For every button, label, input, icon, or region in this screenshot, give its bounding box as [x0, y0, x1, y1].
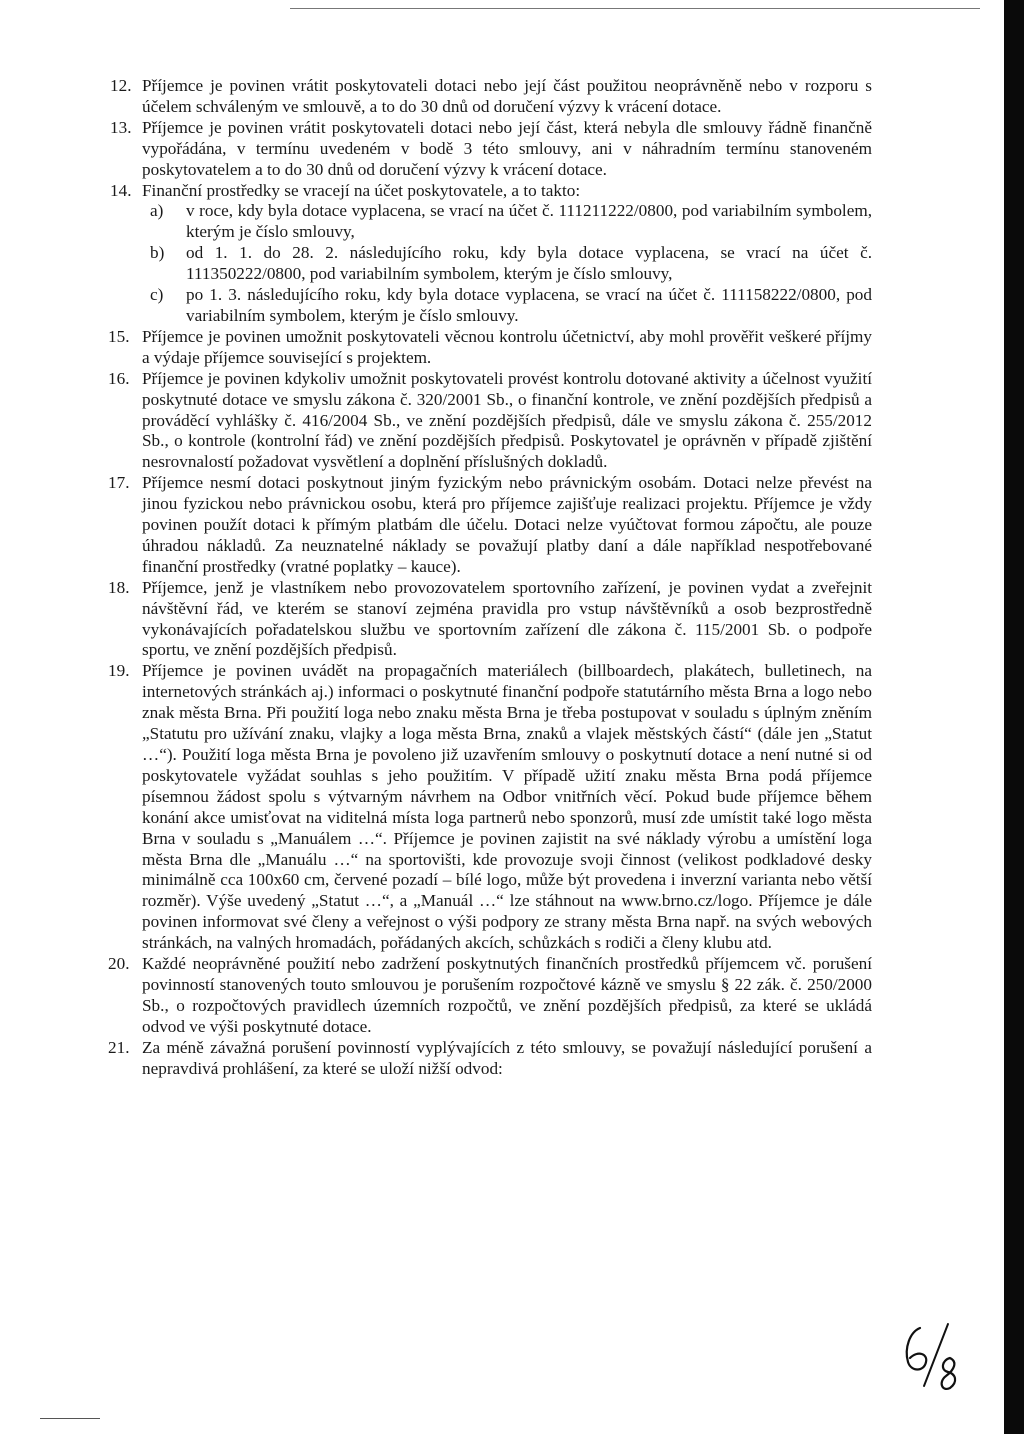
- top-scan-rule: [290, 8, 980, 9]
- subitem-text: po 1. 3. následujícího roku, kdy byla dotace vyplacena, se vrací na účet č. 111158222/0800, pod variabilním symbolem, kterým je číslo smlouvy.: [186, 285, 872, 325]
- clause-text: Příjemce je povinen vrátit poskytovateli dotaci nebo její část použitou neoprávněně nebo v rozporu s účelem schváleným ve smlouvě, a to do 30 dnů od doručení výzvy k vrácení dotace.: [142, 76, 872, 116]
- subitem-c: [0, 285, 1000, 327]
- clause-16: [0, 369, 1000, 474]
- clause-number: 19.: [108, 661, 130, 681]
- clause-number: 17.: [108, 473, 130, 493]
- clause-12: [0, 76, 1000, 118]
- clause-14: [0, 181, 1000, 202]
- subitem-letter: c): [150, 285, 164, 305]
- clause-13: [0, 118, 1000, 181]
- clause-18: [0, 578, 1000, 662]
- subitem-letter: a): [150, 201, 164, 221]
- clause-15: [0, 327, 1000, 369]
- clause-number: 12.: [110, 76, 132, 95]
- clause-20: [0, 954, 1000, 1038]
- clause-text: Příjemce je povinen kdykoliv umožnit poskytovateli provést kontrolu dotované aktivity a účelnost využití poskytnuté dotace ve smyslu zákona č. 320/2001 Sb., o finanční kontrole, ve znění pozdějších předpisů a prováděcí vyhlášky č. 416/2004 Sb., ve znění pozdějších předpisů, dále ve smyslu zákona č. 255/2012 Sb., o kontrole (kontrolní řád) ve znění pozdějších předpisů. Poskytovatel je oprávněn v případě zjištění nesrovnalostí požadovat vysvětlení a doplnění příslušných dokladů.: [142, 368, 872, 472]
- clause-number: 18.: [108, 577, 130, 597]
- subitem-a: [0, 201, 1000, 243]
- scan-edge-bar: [1004, 0, 1024, 1434]
- clause-text: Finanční prostředky se vracejí na účet poskytovatele, a to takto:: [142, 180, 581, 200]
- clause-text: Každé neoprávněné použití nebo zadržení poskytnutých finančních prostředků příjemcem vč. porušení povinností stanovených touto smlouvou je porušením rozpočtové kázně ve smyslu § 22 zák. č. 250/2000 Sb., o rozpočtových pravidlech územních rozpočtů, ve znění pozdějších předpisů, za které se ukládá odvod ve výši poskytnuté dotace.: [142, 954, 872, 1036]
- clause-number: 21.: [108, 1037, 130, 1057]
- clause-text: Příjemce nesmí dotaci poskytnout jiným fyzickým nebo právnickým osobám. Dotaci nelze převést na jinou fyzickou nebo právnickou osobu, která pro příjemce zajišťuje realizaci projektu. Příjemce je vždy povinen použít dotaci k přímým platbám dle účelu. Dotaci nelze vyúčtovat formou zápočtu, ale pouze úhradou nákladů. Za neuznatelné náklady se považují platby daní a dále například nespotřebované finanční prostředky (vratné poplatky – kauce).: [142, 473, 872, 576]
- clause-text: Příjemce je povinen uvádět na propagačních materiálech (billboardech, plakátech, bulletinech, na internetových stránkách aj.) informaci o poskytnuté finanční podpoře statutárního města Brna a logo nebo znak města Brna. Při použití loga nebo znaku města Brna je třeba postupovat v souladu s úplným zněním „Statutu pro užívání znaku, vlajky a loga města Brna, znaků a vlajek městských částí“ (dále jen „Statut …“). Použití loga města Brna je povoleno již uzavřením smlouvy o poskytnutí dotace a není nutné si od poskytovatele vyžádat souhlas s jeho použitím. V případě užití znaku města Brna podá příjemce písemnou žádost spolu s výtvarným návrhem na Odbor vnitřních věcí. Pokud bude příjemce během konání akce umisťovat na viditelná místa loga partnerů nebo sponzorů, musí zde umístit také logo města Brna v souladu s „Manuálem …“. Příjemce je povinen zajistit na své náklady výrobu a umístění loga města Brna dle „Manuálu …“ na sportovišti, kde provozuje svoji činnost (velikost podkladové desky minimálně cca 100x60 cm, červené pozadí – bílé logo, může být provedena i inverzní varianta nebo větší rozměr). Výše uvedený „Statut …“, a „Manuál …“ lze stáhnout na www.brno.cz/logo. Příjemce je dále povinen informovat své členy a veřejnost o výši podpory ze strany města Brna např. na svých webových stránkách, na valných hromadách, pořádaných akcích, schůzkách s rodiči a členy klubu atd.: [142, 661, 872, 953]
- clause-text: Příjemce je povinen umožnit poskytovateli věcnou kontrolu účetnictví, aby mohl prověřit veškeré příjmy a výdaje příjemce související s projektem.: [142, 326, 872, 367]
- subitem-text: od 1. 1. do 28. 2. následujícího roku, kdy byla dotace vyplacena, se vrací na účet č. 111350222/0800, pod variabilním symbolem, kterým je číslo smlouvy,: [186, 243, 872, 284]
- clause-text: Příjemce, jenž je vlastníkem nebo provozovatelem sportovního zařízení, je povinen vydat a zveřejnit návštěvní řád, ve kterém se stanoví zejména pravidla pro vstup návštěvníků a osob bezprostředně vykonávajících pořadatelskou službu ve sportovním zařízení dle zákona č. 115/2001 Sb. o podpoře sportu, ve znění pozdějších předpisů.: [142, 577, 872, 660]
- bottom-scan-rule: [40, 1418, 100, 1419]
- clause-14-sublist: [0, 201, 1000, 326]
- clause-17: [0, 473, 1000, 578]
- subitem-text: v roce, kdy byla dotace vyplacena, se vrací na účet č. 111211222/0800, pod variabilním symbolem, kterým je číslo smlouvy,: [186, 201, 872, 242]
- document-body: [0, 76, 1000, 1080]
- subitem-b: [0, 243, 1000, 285]
- clause-text: Za méně závažná porušení povinností vyplývajících z této smlouvy, se považují následující porušení a nepravdivá prohlášení, za které se uloží nižší odvod:: [142, 1037, 872, 1078]
- clause-number: 20.: [108, 954, 130, 974]
- clause-number: 13.: [110, 117, 132, 137]
- handwritten-page-mark: [898, 1318, 968, 1394]
- clause-number: 15.: [108, 326, 130, 346]
- clause-19: [0, 661, 1000, 954]
- clause-text: Příjemce je povinen vrátit poskytovateli dotaci nebo její část, která nebyla dle smlouvy řádně finančně vypořádána, v termínu uvedeném v bodě 3 této smlouvy, ani v náhradním termínu stanoveném poskytovatelem a to do 30 dnů od doručení výzvy k vrácení dotace.: [142, 117, 872, 179]
- clause-number: 14.: [110, 180, 132, 200]
- subitem-letter: b): [150, 243, 165, 263]
- clause-21: [0, 1038, 1000, 1080]
- clause-number: 16.: [108, 368, 130, 388]
